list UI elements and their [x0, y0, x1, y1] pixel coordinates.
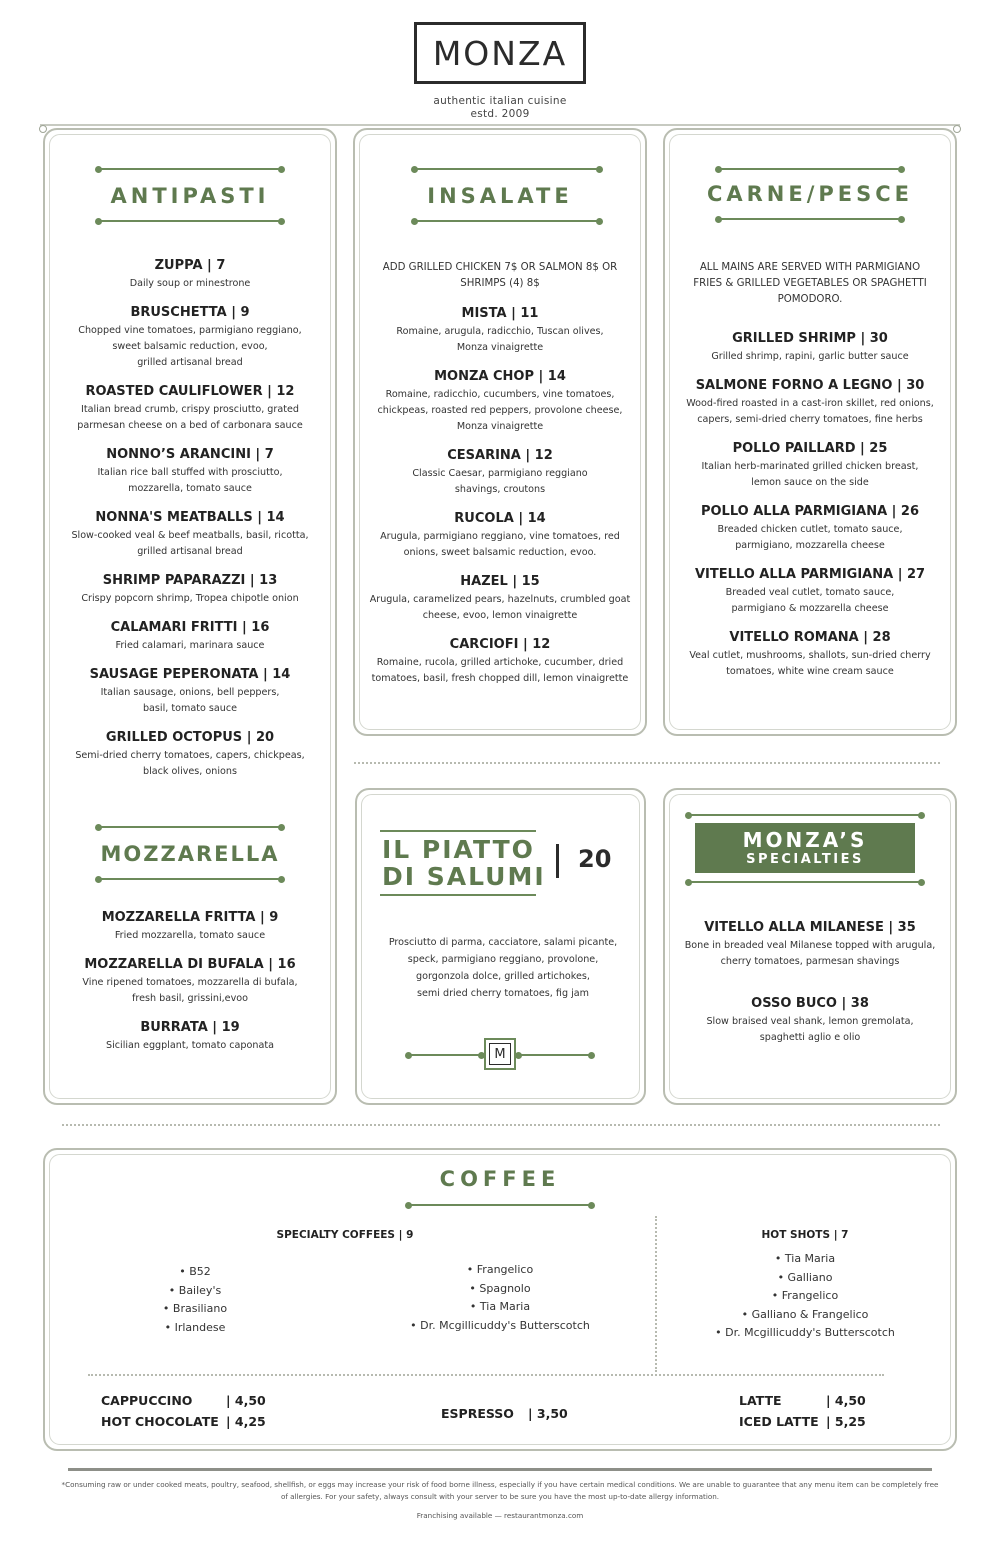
insalate-list	[362, 306, 638, 700]
insalate-note: ADD GRILLED CHICKEN 7$ OR SALMON 8$ OR SHRIMPS (4) 8$	[382, 262, 618, 289]
specialty-coffees-right: • Frangelico • Spagnolo • Tia Maria • Dr. Mcgillicuddy's Butterscotch	[410, 1263, 590, 1332]
menu-item: ZUPPA | 7 Daily soup or minestrone	[129, 258, 251, 289]
menu-item: ROASTED CAULIFLOWER | 12 Italian bread crumb, crispy prosciutto, grated parmesan cheese on a bed of carbonara sauce	[77, 384, 303, 431]
mozzarella-top-rule	[98, 826, 282, 828]
specialty-coffees-left: • B52 • Bailey's • Brasiliano • Irlandese	[162, 1265, 228, 1334]
mozzarella-bottom-rule	[98, 878, 282, 880]
menu-item: VITELLO ROMANA | 28 Veal cutlet, mushrooms, shallots, sun-dried cherry tomatoes, white wine cream sauce	[689, 630, 931, 677]
antipasti-bottom-rule	[98, 220, 282, 222]
menu-item: SHRIMP PAPARAZZI | 13 Crispy popcorn shrimp, Tropea chipotle onion	[81, 573, 299, 604]
carne-list	[670, 331, 950, 693]
menu-item: CESARINA | 12 Classic Caesar, parmigiano reggiano shavings, croutons	[412, 448, 588, 495]
menu-item: HAZEL | 15 Arugula, caramelized pears, hazelnuts, crumbled goat cheese, evoo, lemon vinaigrette	[369, 574, 631, 621]
hot-chocolate-price: | 4,25	[226, 1414, 266, 1429]
corner-ornament-right	[953, 125, 961, 133]
antipasti-heading: ANTIPASTI	[110, 184, 270, 208]
coffee-vertical-divider	[655, 1216, 657, 1372]
monogram-icon: M	[484, 1038, 516, 1070]
menu-item: OSSO BUCO | 38 Slow braised veal shank, lemon gremolata, spaghetti aglio e olio	[706, 996, 914, 1043]
hot-chocolate-label: HOT CHOCOLATE	[101, 1414, 219, 1429]
menu-item: MOZZARELLA FRITTA | 9 Fried mozzarella, tomato sauce	[101, 910, 279, 941]
coffee-rule	[408, 1204, 592, 1206]
hot-shots-label: HOT SHOTS | 7	[761, 1229, 849, 1241]
menu-item: GRILLED SHRIMP | 30 Grilled shrimp, rapini, garlic butter sauce	[711, 331, 909, 362]
menu-item: POLLO PAILLARD | 25 Italian herb-marinated grilled chicken breast, lemon sauce on the side	[701, 441, 919, 488]
salumi-bottom-rule	[380, 894, 536, 896]
mozzarella-heading: MOZZARELLA	[100, 842, 280, 866]
carne-bottom-rule	[718, 218, 902, 220]
menu-item: NONNO’S ARANCINI | 7 Italian rice ball stuffed with prosciutto, mozzarella, tomato sauce	[97, 447, 283, 494]
menu-item: SALMONE FORNO A LEGNO | 30 Wood-fired roasted in a cast-iron skillet, red onions, capers, semi-dried cherry tomatoes, fine herbs	[686, 378, 934, 425]
allergy-disclaimer: *Consuming raw or under cooked meats, poultry, seafood, shellfish, or eggs may increase your risk of food borne illness, especially if you have certain medical conditions. We are unable to guarantee that any menu item can be completely free of allergies. For your safety, always consult with your server to be sure you have the most up-to-date allergy information.	[61, 1480, 939, 1501]
specialties-banner: MONZA’S SPECIALTIES	[695, 823, 915, 873]
menu-item: MOZZARELLA DI BUFALA | 16 Vine ripened tomatoes, mozzarella di bufala, fresh basil, grissini,evoo	[82, 957, 298, 1004]
carne-pesce-heading: CARNE/PESCE	[706, 182, 914, 206]
dotted-divider	[354, 762, 940, 764]
menu-item: VITELLO ALLA PARMIGIANA | 27 Breaded veal cutlet, tomato sauce, parmigiano & mozzarella cheese	[694, 567, 926, 614]
menu-item: POLLO ALLA PARMIGIANA | 26 Breaded chicken cutlet, tomato sauce, parmigiano, mozzarella cheese	[700, 504, 920, 551]
menu-item: CARCIOFI | 12 Romaine, rucola, grilled artichoke, cucumber, dried tomatoes, basil, fresh chopped dill, lemon vinaigrette	[371, 637, 629, 684]
logo-text: MONZA	[432, 33, 568, 73]
monza-logo	[414, 22, 586, 84]
salumi-title: IL PIATTO DI SALUMI	[382, 835, 546, 891]
carne-top-rule	[718, 168, 902, 170]
insalate-heading: INSALATE	[427, 184, 573, 208]
menu-item: CALAMARI FRITTI | 16 Fried calamari, marinara sauce	[110, 620, 270, 651]
menu-item: RUCOLA | 14 Arugula, parmigiano reggiano, vine tomatoes, red onions, sweet balsamic reduction, evoo.	[380, 511, 620, 558]
specialties-top-rule	[688, 814, 922, 816]
mozzarella-list	[52, 910, 328, 1067]
salumi-top-rule	[380, 830, 536, 832]
dotted-divider	[62, 1124, 940, 1126]
carne-note: ALL MAINS ARE SERVED WITH PARMIGIANO FRIES & GRILLED VEGETABLES OR SPAGHETTI POMODORO.	[693, 262, 927, 305]
cappuccino-label: CAPPUCCINO	[101, 1393, 193, 1408]
specialties-list	[670, 920, 950, 1059]
menu-item: SAUSAGE PEPERONATA | 14 Italian sausage, onions, bell peppers, basil, tomato sauce	[89, 667, 291, 714]
m-mark-rule-left	[408, 1054, 482, 1056]
menu-item: BURRATA | 19 Sicilian eggplant, tomato caponata	[106, 1020, 274, 1051]
espresso-price: | 3,50	[528, 1406, 568, 1421]
coffee-dotted-divider	[88, 1374, 884, 1376]
iced-latte-price: | 5,25	[826, 1414, 866, 1429]
salumi-description: Prosciutto di parma, cacciatore, salami picante, speck, parmigiano reggiano, provolone, gorgonzola dolce, grilled artichokes, semi dried cherry tomatoes, fig jam	[388, 937, 618, 999]
franchise-note: Franchising available — restaurantmonza.com	[416, 1511, 584, 1520]
coffee-heading: COFFEE	[439, 1167, 561, 1191]
latte-label: LATTE	[739, 1393, 782, 1408]
tagline: authentic italian cuisine	[433, 95, 567, 107]
hot-shots-list: • Tia Maria • Galliano • Frangelico • Galliano & Frangelico • Dr. Mcgillicuddy's Butterscotch	[715, 1252, 895, 1339]
antipasti-top-rule	[98, 168, 282, 170]
menu-item: BRUSCHETTA | 9 Chopped vine tomatoes, parmigiano reggiano, sweet balsamic reduction, evoo, grilled artisanal bread	[78, 305, 302, 368]
salumi-price: 20	[578, 845, 612, 873]
specialty-coffees-label: SPECIALTY COFFEES | 9	[276, 1229, 414, 1241]
insalate-bottom-rule	[414, 220, 600, 222]
footer-rule	[68, 1468, 932, 1471]
header-rule	[40, 124, 960, 126]
cappuccino-price: | 4,50	[226, 1393, 266, 1408]
menu-item: MONZA CHOP | 14 Romaine, radicchio, cucumbers, vine tomatoes, chickpeas, roasted red peppers, provolone cheese, Monza vinaigrette	[377, 369, 623, 432]
menu-item: MISTA | 11 Romaine, arugula, radicchio, Tuscan olives, Monza vinaigrette	[396, 306, 604, 353]
menu-item: GRILLED OCTOPUS | 20 Semi-dried cherry tomatoes, capers, chickpeas, black olives, onions	[75, 730, 305, 777]
latte-price: | 4,50	[826, 1393, 866, 1408]
iced-latte-label: ICED LATTE	[739, 1414, 819, 1429]
menu-item: VITELLO ALLA MILANESE | 35 Bone in breaded veal Milanese topped with arugula, cherry tomatoes, parmesan shavings	[684, 920, 936, 967]
price-divider	[556, 844, 559, 878]
espresso-label: ESPRESSO	[441, 1406, 514, 1421]
menu-item: NONNA'S MEATBALLS | 14 Slow-cooked veal & beef meatballs, basil, ricotta, grilled artisanal bread	[71, 510, 309, 557]
antipasti-list	[52, 258, 328, 793]
specialties-bottom-rule	[688, 881, 922, 883]
established-year: estd. 2009	[470, 108, 530, 120]
insalate-top-rule	[414, 168, 600, 170]
m-mark-rule-right	[518, 1054, 592, 1056]
